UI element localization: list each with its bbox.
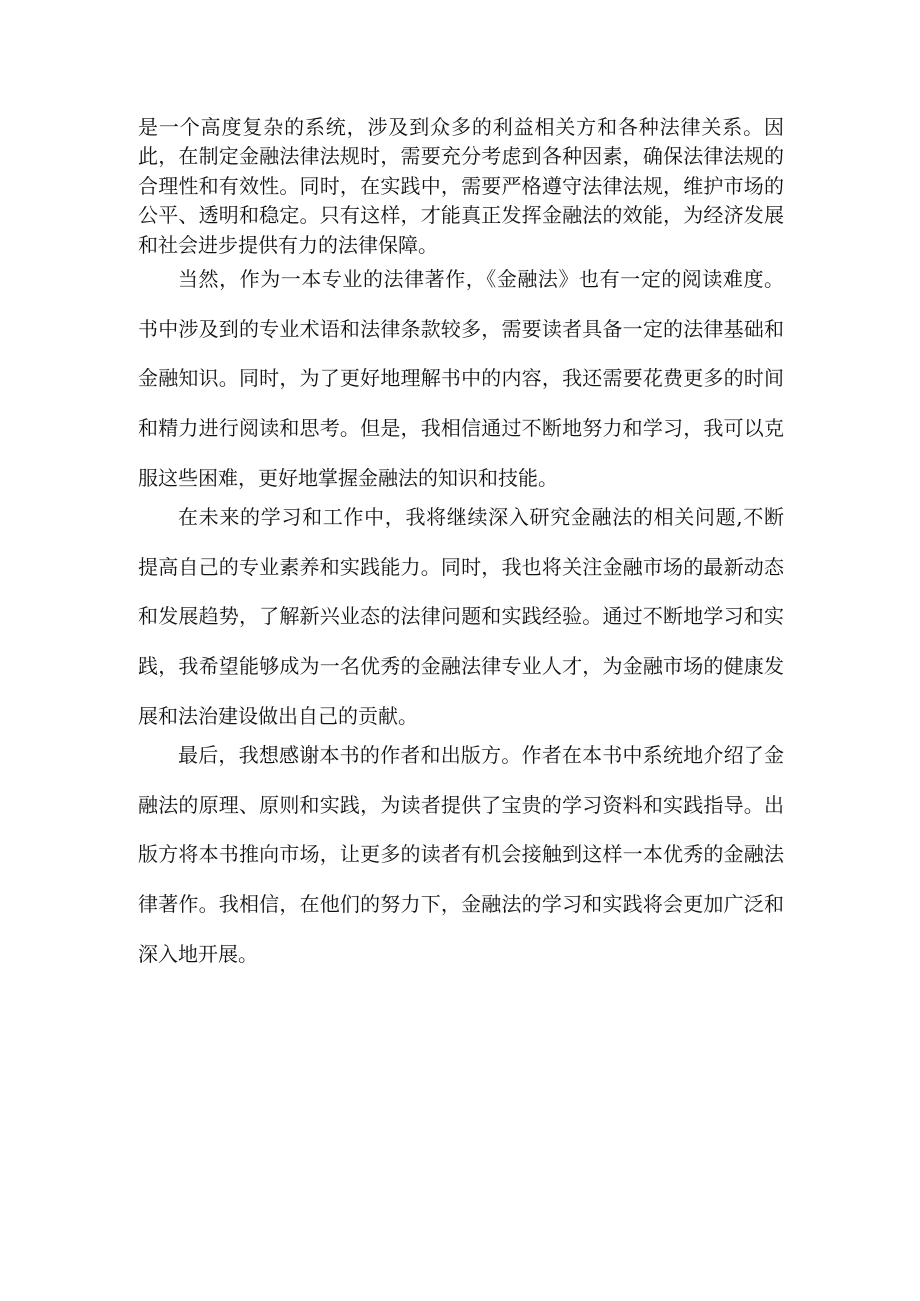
paragraph-continued: 是一个高度复杂的系统，涉及到众多的利益相关方和各种法律关系。因此，在制定金融法律法规时，需要充分考虑到各种因素，确保法律法规的合理性和有效性。同时，在实践中，需要严格遵守法律法规，维护市场的公平、透明和稳定。只有这样，才能真正发挥金融法的效能，为经济发展和社会进步提供有力的法律保障。 [138, 115, 784, 257]
paragraph-acknowledgement: 最后，我想感谢本书的作者和出版方。作者在本书中系统地介绍了金融法的原理、原则和实践，为读者提供了宝贵的学习资料和实践指导。出版方将本书推向市场，让更多的读者有机会接触到这样一本优秀的金融法律著作。我相信，在他们的努力下，金融法的学习和实践将会更加广泛和深入地开展。 [138, 743, 784, 966]
paragraph-reading-difficulty: 当然，作为一本专业的法律著作，《金融法》也有一定的阅读难度。书中涉及到的专业术语和法律条款较多，需要读者具备一定的法律基础和金融知识。同时，为了更好地理解书中的内容，我还需要花费更多的时间和精力进行阅读和思考。但是，我相信通过不断地努力和学习，我可以克服这些困难，更好地掌握金融法的知识和技能。 [138, 267, 784, 490]
paragraph-future-study: 在未来的学习和工作中，我将继续深入研究金融法的相关问题,不断提高自己的专业素养和实践能力。同时，我也将关注金融市场的最新动态和发展趋势，了解新兴业态的法律问题和实践经验。通过不断地学习和实践，我希望能够成为一名优秀的金融法律专业人才，为金融市场的健康发展和法治建设做出自己的贡献。 [138, 505, 784, 728]
